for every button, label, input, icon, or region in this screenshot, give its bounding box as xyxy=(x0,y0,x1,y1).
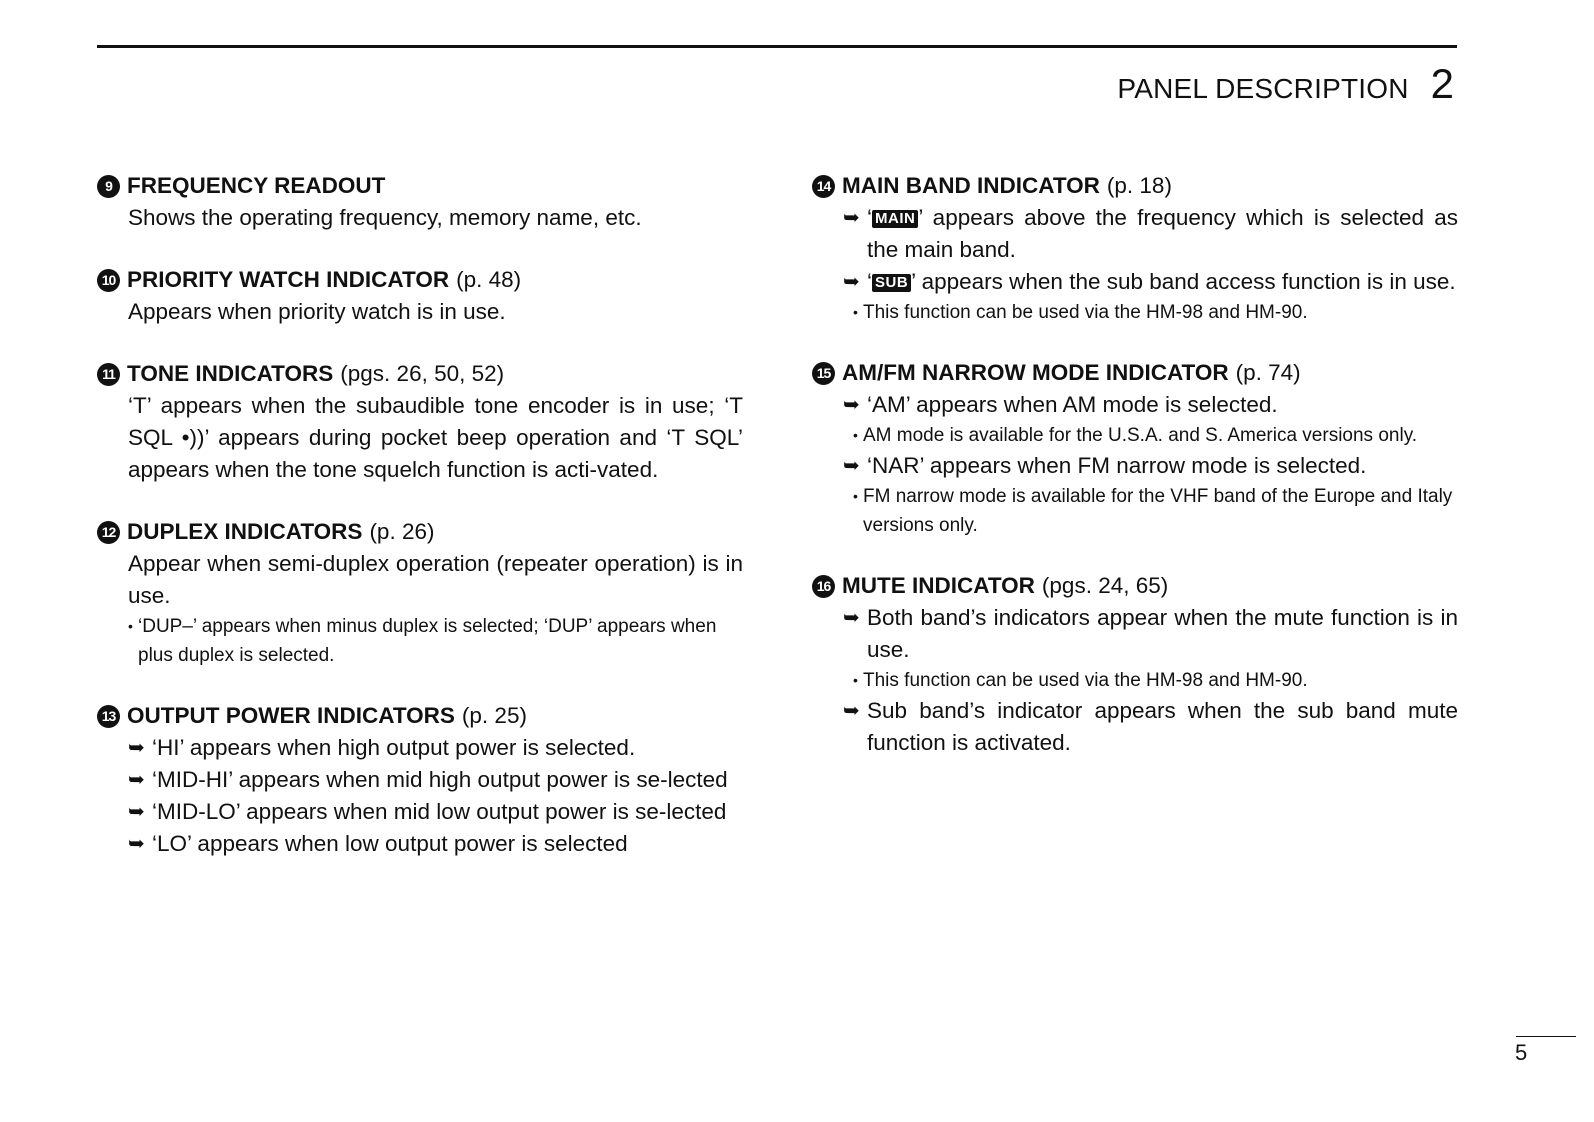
section-priority-watch xyxy=(97,264,743,328)
section-mute-indicator xyxy=(812,570,1458,759)
note xyxy=(853,421,1458,450)
section-heading xyxy=(97,358,743,390)
item-number-badge: 16 xyxy=(812,575,835,598)
list-item-text: Sub band’s indicator appears when the sub band mute function is activated. xyxy=(867,698,1458,755)
arrow-icon: ➥ xyxy=(843,700,860,722)
list-item xyxy=(843,389,1458,421)
note-text: FM narrow mode is available for the VHF band of the Europe and Italy versions only. xyxy=(863,486,1453,536)
arrow-icon: ➥ xyxy=(128,801,145,823)
arrow-icon: ➥ xyxy=(128,737,145,759)
item-title: OUTPUT POWER INDICATORS xyxy=(127,703,455,728)
item-number-badge: 12 xyxy=(97,521,120,544)
section-heading xyxy=(97,170,743,202)
bullet-icon: • xyxy=(853,304,858,320)
page-number: 5 xyxy=(1515,1040,1528,1065)
item-number-badge: 9 xyxy=(97,175,120,198)
item-number-badge: 14 xyxy=(812,175,835,198)
item-number-badge: 15 xyxy=(812,362,835,385)
item-title: MAIN BAND INDICATOR xyxy=(842,173,1100,198)
note-text: This function can be used via the HM-98 and HM-90. xyxy=(863,670,1308,691)
page-reference: (pgs. 26, 50, 52) xyxy=(340,361,505,386)
item-title: DUPLEX INDICATORS xyxy=(127,519,363,544)
top-rule xyxy=(97,45,1457,48)
chapter-number: 2 xyxy=(1430,60,1454,107)
note xyxy=(853,482,1458,540)
right-column xyxy=(812,170,1458,789)
section-heading xyxy=(97,700,743,732)
list-item-text: ‘HI’ appears when high output power is selected. xyxy=(152,735,636,760)
note-text: ‘DUP–’ appears when minus duplex is selected; ‘DUP’ appears when plus duplex is selected. xyxy=(138,616,717,666)
section-title: PANEL DESCRIPTION xyxy=(1117,73,1409,104)
page-reference: (p. 25) xyxy=(461,703,527,728)
page-reference: (p. 74) xyxy=(1235,360,1301,385)
item-title: FREQUENCY READOUT xyxy=(127,173,386,198)
section-heading xyxy=(97,516,743,548)
page-reference: (p. 26) xyxy=(369,519,435,544)
arrow-icon: ➥ xyxy=(843,455,860,477)
item-description: Appears when priority watch is in use. xyxy=(128,299,506,324)
list-item xyxy=(843,602,1458,666)
list-item-text-rest: ’ appears above the frequency which is selected as the main band. xyxy=(867,205,1458,262)
item-description: Shows the operating frequency, memory name, etc. xyxy=(128,205,642,230)
bullet-icon: • xyxy=(128,618,133,634)
section-output-power xyxy=(97,700,743,860)
sub-tag: SUB xyxy=(872,274,911,292)
bullet-icon: • xyxy=(853,672,858,688)
arrow-icon: ➥ xyxy=(843,207,860,229)
list-item xyxy=(843,266,1458,298)
arrow-icon: ➥ xyxy=(128,769,145,791)
item-title: AM/FM NARROW MODE INDICATOR xyxy=(842,360,1229,385)
item-description: ‘T’ appears when the subaudible tone encoder is in use; ‘T SQL •))’ appears during pocket beep operation and ‘T SQL’ appears when the tone squelch function is acti-vated. xyxy=(128,393,743,482)
section-heading xyxy=(97,264,743,296)
page-header xyxy=(1117,60,1454,108)
section-heading xyxy=(812,357,1458,389)
list-item xyxy=(843,202,1458,266)
page-number-rule xyxy=(1516,1036,1576,1037)
page-reference: (p. 18) xyxy=(1106,173,1172,198)
note xyxy=(853,666,1458,695)
note xyxy=(128,612,743,670)
note-text: AM mode is available for the U.S.A. and S. America versions only. xyxy=(863,425,1418,446)
list-item-text: ‘NAR’ appears when FM narrow mode is selected. xyxy=(867,453,1367,478)
main-tag: MAIN xyxy=(872,210,918,228)
item-title: TONE INDICATORS xyxy=(127,361,334,386)
arrow-icon: ➥ xyxy=(128,833,145,855)
arrow-icon: ➥ xyxy=(843,394,860,416)
list-item-text: ‘ MAIN ’ appears above the frequency which is selected as the main band. xyxy=(867,205,1458,262)
item-number-badge: 13 xyxy=(97,705,120,728)
left-column xyxy=(97,170,743,890)
note-text: This function can be used via the HM-98 and HM-90. xyxy=(863,302,1308,323)
page-reference: (pgs. 24, 65) xyxy=(1041,573,1169,598)
item-title: MUTE INDICATOR xyxy=(842,573,1035,598)
list-item xyxy=(843,450,1458,482)
list-item xyxy=(128,732,743,764)
note xyxy=(853,298,1458,327)
list-item-text-rest: ’ appears when the sub band access function is in use. xyxy=(911,269,1456,294)
section-heading xyxy=(812,570,1458,602)
bullet-icon: • xyxy=(853,488,858,504)
bullet-icon: • xyxy=(853,427,858,443)
list-item-text: ‘LO’ appears when low output power is selected xyxy=(152,831,628,856)
list-item-text: ‘MID-LO’ appears when mid low output power is se-lected xyxy=(152,799,727,824)
list-item-text: Both band’s indicators appear when the mute function is in use. xyxy=(867,605,1458,662)
list-item-text: ‘MID-HI’ appears when mid high output power is se-lected xyxy=(152,767,728,792)
item-number-badge: 11 xyxy=(97,363,120,386)
section-heading xyxy=(812,170,1458,202)
list-item xyxy=(128,796,743,828)
arrow-icon: ➥ xyxy=(843,271,860,293)
section-frequency-readout xyxy=(97,170,743,234)
list-item xyxy=(128,764,743,796)
item-title: PRIORITY WATCH INDICATOR xyxy=(127,267,450,292)
arrow-icon: ➥ xyxy=(843,607,860,629)
section-tone-indicators xyxy=(97,358,743,486)
list-item xyxy=(843,695,1458,759)
page-reference: (p. 48) xyxy=(456,267,522,292)
list-item xyxy=(128,828,743,860)
section-main-band xyxy=(812,170,1458,327)
list-item-text: ‘ SUB ’ appears when the sub band access function is in use. xyxy=(867,269,1456,294)
section-am-fm-narrow xyxy=(812,357,1458,540)
section-duplex-indicators xyxy=(97,516,743,670)
item-description: Appear when semi-duplex operation (repeater operation) is in use. xyxy=(128,551,743,608)
list-item-text: ‘AM’ appears when AM mode is selected. xyxy=(867,392,1278,417)
item-number-badge: 10 xyxy=(97,269,120,292)
